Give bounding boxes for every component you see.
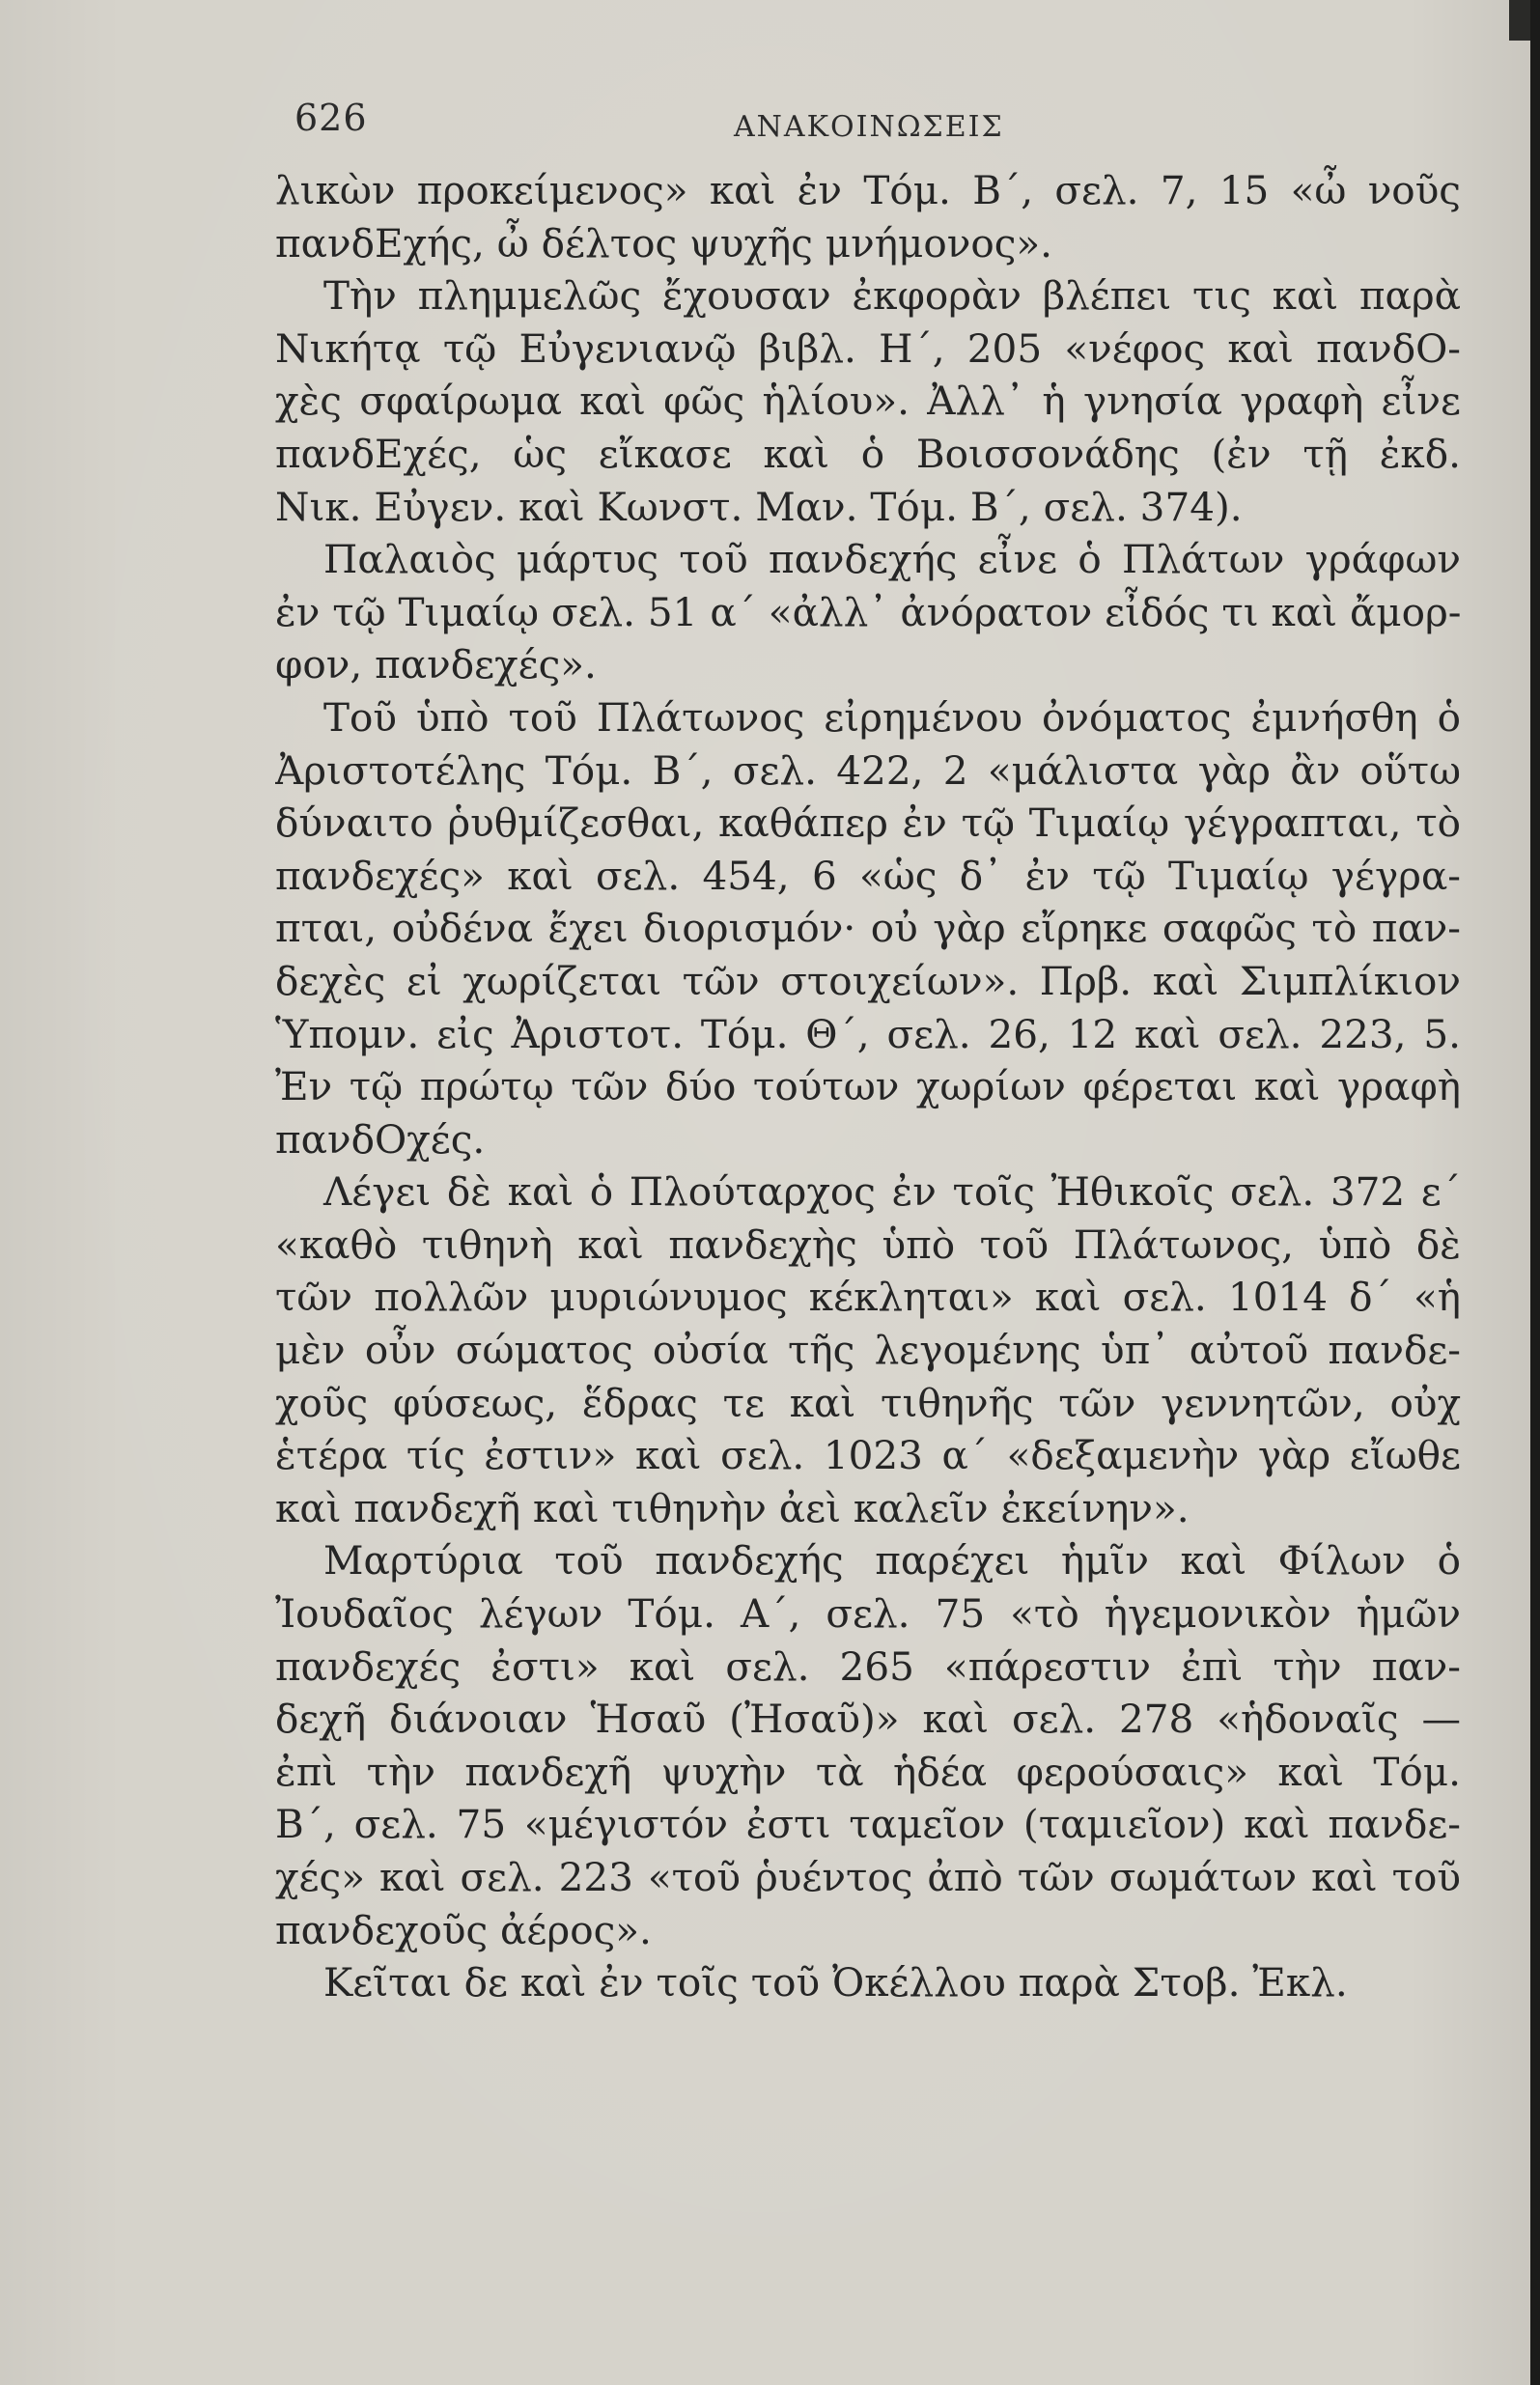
scan-corner-mark xyxy=(1509,0,1530,41)
text-line: Ἰουδαῖος λέγων Τόμ. Α΄, σελ. 75 «τὸ ἡγεμονικὸν ἡμῶν xyxy=(275,1590,1461,1638)
text-line: ἐπὶ τὴν πανδεχῆ ψυχὴν τὰ ἡδέα φερούσαις» καὶ Τόμ. xyxy=(275,1748,1461,1795)
text-line: Ὑπομν. εἰς Ἀριστοτ. Τόμ. Θ΄, σελ. 26, 12 καὶ σελ. 223, 5. xyxy=(275,1010,1461,1057)
text-line: πανδΕχές, ὡς εἴκασε καὶ ὁ Βοισσονάδης (ἐν τῇ ἐκδ. xyxy=(275,430,1461,477)
text-line: λικὼν προκείμενος» καὶ ἐν Τόμ. Β΄, σελ. 7, 15 «ὦ νοῦς xyxy=(275,167,1461,213)
text-line: Ἀριστοτέλης Τόμ. Β΄, σελ. 422, 2 «μάλιστα γὰρ ἂν οὕτω xyxy=(275,746,1461,794)
text-line: χοῦς φύσεως, ἕδρας τε καὶ τιθηνῆς τῶν γεννητῶν, οὐχ xyxy=(275,1379,1461,1426)
text-line: δύναιτο ῥυθμίζεσθαι, καθάπερ ἐν τῷ Τιμαίῳ γέγραπται, τὸ xyxy=(275,800,1461,847)
text-line: Νικήτᾳ τῷ Εὐγενιανῷ βιβλ. Η΄, 205 «νέφος καὶ πανδΟ- xyxy=(275,324,1461,372)
paragraph-first-line: Λέγει δὲ καὶ ὁ Πλούταρχος ἐν τοῖς Ἠθικοῖς σελ. 372 ε΄ xyxy=(323,1168,1461,1216)
text-line: ἑτέρα τίς ἐστιν» καὶ σελ. 1023 α΄ «δεξαμενὴν γὰρ εἴωθε xyxy=(275,1432,1461,1479)
text-line: χές» καὶ σελ. 223 «τοῦ ῥυέντος ἀπὸ τῶν σωμάτων καὶ τοῦ xyxy=(275,1854,1461,1900)
paragraph-first-line: Τὴν πλημμελῶς ἔχουσαν ἐκφορὰν βλέπει τις καὶ παρὰ xyxy=(323,272,1461,320)
body-text xyxy=(275,164,1461,2009)
text-line: Β΄, σελ. 75 «μέγιστόν ἐστι ταμεῖον (ταμιεῖον) καὶ πανδε- xyxy=(275,1801,1461,1848)
text-line: χὲς σφαίρωμα καὶ φῶς ἡλίου». Ἀλλ᾽ ἡ γνησία γραφὴ εἶνε xyxy=(275,378,1461,425)
text-line: Νικ. Εὐγεν. καὶ Κωνστ. Μαν. Τόμ. Β΄, σελ. 374). xyxy=(275,483,1243,530)
text-line: δεχὲς εἰ χωρίζεται τῶν στοιχείων». Πρβ. καὶ Σιμπλίκιον xyxy=(275,957,1461,1004)
text-line: δεχῆ διάνοιαν Ἡσαῦ (Ἠσαῦ)» καὶ σελ. 278 «ἡδοναῖς — xyxy=(275,1696,1461,1743)
text-line: πανδΟχές. xyxy=(275,1115,486,1163)
text-line: πται, οὐδένα ἔχει διορισμόν· οὐ γὰρ εἴρηκε σαφῶς τὸ παν- xyxy=(275,905,1461,952)
text-line: πανδεχές ἐστι» καὶ σελ. 265 «πάρεστιν ἐπὶ τὴν παν- xyxy=(275,1642,1461,1690)
text-line: «καθὸ τιθηνὴ καὶ πανδεχὴς ὑπὸ τοῦ Πλάτωνος, ὑπὸ δὲ xyxy=(275,1221,1461,1268)
text-line: ἐν τῷ Τιμαίῳ σελ. 51 α΄ «ἀλλ᾽ ἀνόρατον εἶδός τι καὶ ἄμορ- xyxy=(275,588,1461,635)
paragraph-first-line: Παλαιὸς μάρτυς τοῦ πανδεχής εἶνε ὁ Πλάτων γράφων xyxy=(323,536,1461,583)
text-line: Ἐν τῷ πρώτῳ τῶν δύο τούτων χωρίων φέρεται καὶ γραφὴ xyxy=(275,1063,1461,1110)
paragraph-first-line: Κεῖται δε καὶ ἐν τοῖς τοῦ Ὀκέλλου παρὰ Στοβ. Ἐκλ. xyxy=(323,1959,1348,2006)
page-number: 626 xyxy=(294,97,368,139)
text-line: πανδεχοῦς ἀέρος». xyxy=(275,1906,652,1953)
text-line: τῶν πολλῶν μυριώνυμος κέκληται» καὶ σελ. 1014 δ΄ «ἡ xyxy=(275,1274,1461,1321)
text-line: καὶ πανδεχῆ καὶ τιθηνὴν ἀεὶ καλεῖν ἐκείνην». xyxy=(275,1484,1190,1531)
text-line: φον, πανδεχές». xyxy=(275,641,597,688)
text-line: μὲν οὖν σώματος οὐσία τῆς λεγομένης ὑπ᾽ αὐτοῦ πανδε- xyxy=(275,1327,1461,1374)
text-line: πανδεχές» καὶ σελ. 454, 6 «ὡς δ᾽ ἐν τῷ Τιμαίῳ γέγρα- xyxy=(275,852,1461,899)
paragraph-first-line: Τοῦ ὑπὸ τοῦ Πλάτωνος εἰρημένου ὀνόματος ἐμνήσθη ὁ xyxy=(323,693,1461,741)
text-line: πανδΕχής, ὦ δέλτος ψυχῆς μνήμονος». xyxy=(275,219,1053,267)
running-head-title: ΑΝΑΚΟΙΝΩΣΕΙΣ xyxy=(734,110,1004,144)
paragraph-first-line: Μαρτύρια τοῦ πανδεχής παρέχει ἡμῖν καὶ Φίλων ὁ xyxy=(323,1537,1461,1585)
